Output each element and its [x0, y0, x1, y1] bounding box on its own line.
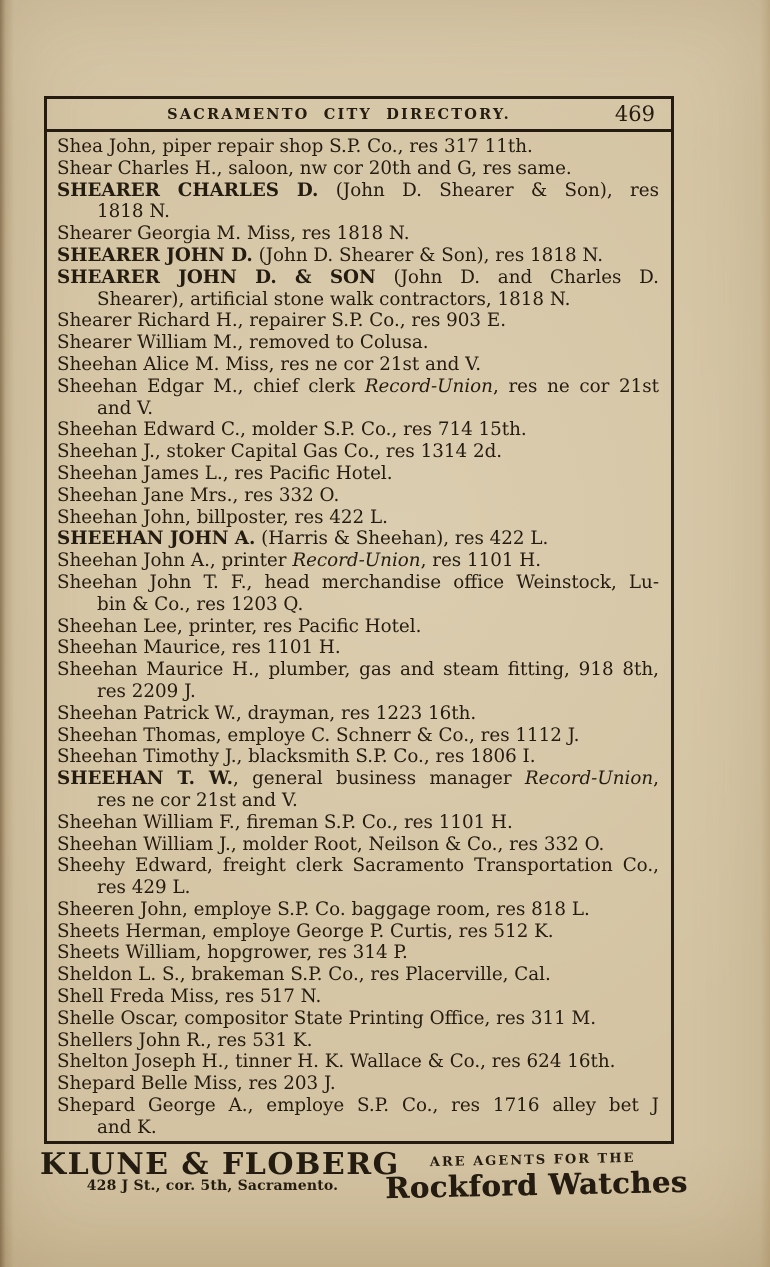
entry-text: Shepard Belle Miss, res 203 J. — [57, 1073, 336, 1095]
directory-entry — [57, 703, 659, 725]
directory-entry — [57, 223, 659, 245]
entry-text: Sheehan John T. F., head merchandise office Weinstock, Lu- — [57, 571, 659, 593]
entry-text: SHEARER CHARLES D. — [57, 179, 319, 201]
directory-entry — [57, 725, 659, 747]
entry-text: Sheets William, hopgrower, res 314 P. — [57, 942, 408, 964]
directory-entry-continuation — [57, 201, 659, 223]
advertiser-address: 428 J St., cor. 5th, Sacramento. — [86, 1178, 339, 1194]
directory-entry — [57, 964, 659, 986]
directory-entry — [57, 572, 659, 594]
entry-text: Sheehan Edgar M., chief clerk — [57, 375, 365, 397]
directory-entry — [57, 245, 659, 267]
directory-entry — [57, 921, 659, 943]
entry-text: Sheehan John, billposter, res 422 L. — [57, 506, 388, 528]
entry-text: Sheldon L. S., brakeman S.P. Co., res Placerville, Cal. — [57, 964, 551, 986]
entry-text: SHEEHAN JOHN A. — [57, 528, 256, 550]
directory-entry — [57, 1051, 659, 1073]
directory-entry — [57, 180, 659, 202]
entry-text: Sheehy Edward, freight clerk Sacramento Transportation Co., — [57, 855, 659, 877]
page-gutter-shadow — [0, 0, 14, 1267]
entry-text: Record-Union — [364, 375, 493, 397]
entry-text: res 429 L. — [97, 877, 191, 899]
entry-text: (Harris & Sheehan), res 422 L. — [255, 528, 549, 550]
entry-text: and V. — [97, 397, 154, 419]
entry-text: Shepard George A., employe S.P. Co., res 1716 alley bet J — [57, 1095, 659, 1117]
entry-text: Shear Charles H., saloon, nw cor 20th and G, res same. — [57, 157, 572, 179]
entry-text: Sheehan Patrick W., drayman, res 1223 16th. — [57, 702, 477, 724]
entry-text: Shelle Oscar, compositor State Printing Office, res 311 M. — [57, 1007, 597, 1029]
entry-text: Sheehan Maurice, res 1101 H. — [57, 637, 341, 659]
entry-text: Shearer Richard H., repairer S.P. Co., res 903 E. — [57, 310, 507, 332]
entry-text: SHEEHAN T. W. — [57, 768, 233, 790]
entry-text: Sheeren John, employe S.P. Co. baggage room, res 818 L. — [57, 898, 590, 920]
entry-text: bin & Co., res 1203 Q. — [97, 593, 304, 615]
entry-text: Sheehan J., stoker Capital Gas Co., res 1314 2d. — [57, 441, 503, 463]
directory-frame — [44, 96, 674, 1144]
directory-entry — [57, 659, 659, 681]
entry-text: Shelton Joseph H., tinner H. K. Wallace & Co., res 624 16th. — [57, 1051, 616, 1073]
directory-entry — [57, 768, 659, 790]
entry-text: and K. — [97, 1116, 157, 1138]
directory-entry-continuation — [57, 877, 659, 899]
footer-advertisement — [0, 1147, 770, 1225]
page-number: 469 — [614, 102, 655, 126]
directory-entry-continuation — [57, 790, 659, 812]
page-title: SACRAMENTO CITY DIRECTORY. — [167, 106, 511, 123]
entry-text: Sheehan Timothy J., blacksmith S.P. Co., res 1806 I. — [57, 746, 536, 768]
directory-entry — [57, 855, 659, 877]
entry-text: Sheehan Edward C., molder S.P. Co., res 714 15th. — [57, 419, 527, 441]
entry-text: , res ne cor 21st — [492, 375, 659, 397]
entry-text: SHEARER JOHN D. — [57, 244, 253, 266]
directory-entry — [57, 310, 659, 332]
entry-text: , — [653, 768, 659, 790]
directory-entry — [57, 1073, 659, 1095]
ad-tagline: ARE AGENTS FOR THE — [429, 1150, 636, 1171]
entry-text: Shell Freda Miss, res 517 N. — [57, 986, 322, 1008]
directory-entry — [57, 1008, 659, 1030]
directory-entry — [57, 463, 659, 485]
directory-entry — [57, 267, 659, 289]
directory-entry — [57, 550, 659, 572]
directory-entry — [57, 637, 659, 659]
entry-text: res ne cor 21st and V. — [97, 789, 298, 811]
entry-text: Shearer), artificial stone walk contractors, 1818 N. — [97, 288, 571, 310]
entry-text: (John D. and Charles D. — [375, 266, 659, 288]
directory-entry — [57, 419, 659, 441]
directory-entry-continuation — [57, 594, 659, 616]
entry-text: (John D. Shearer & Son), res — [318, 179, 659, 201]
directory-entry-continuation — [57, 398, 659, 420]
entry-text: Sheehan Thomas, employe C. Schnerr & Co., res 1112 J. — [57, 724, 580, 746]
directory-entry — [57, 376, 659, 398]
directory-entry — [57, 616, 659, 638]
directory-entry-continuation — [57, 681, 659, 703]
directory-entry — [57, 507, 659, 529]
entry-text: , general business manager — [232, 768, 525, 790]
directory-entry — [57, 986, 659, 1008]
entry-text: Record-Union — [292, 550, 421, 572]
entry-text: Sheehan John A., printer — [57, 550, 293, 572]
entry-text: Shearer William M., removed to Colusa. — [57, 332, 429, 354]
entry-text: SHEARER JOHN D. & SON — [57, 266, 376, 288]
entry-text: Sheehan Jane Mrs., res 332 O. — [57, 484, 340, 506]
entry-text: 1818 N. — [97, 201, 170, 223]
directory-entry — [57, 899, 659, 921]
entry-text: Shearer Georgia M. Miss, res 1818 N. — [57, 223, 410, 245]
entry-text: Sheehan Alice M. Miss, res ne cor 21st and V. — [57, 353, 482, 375]
directory-entry — [57, 942, 659, 964]
entry-text: Shellers John R., res 531 K. — [57, 1029, 313, 1051]
directory-entry-continuation — [57, 289, 659, 311]
directory-entry — [57, 136, 659, 158]
entry-text: Sheehan Maurice H., plumber, gas and steam fitting, 918 8th, — [57, 659, 659, 681]
page-right-edge-shadow — [760, 0, 770, 1267]
directory-entry — [57, 332, 659, 354]
directory-entry-continuation — [57, 1117, 659, 1139]
directory-entry — [57, 485, 659, 507]
product-block — [384, 1150, 688, 1206]
entry-text: Sheets Herman, employe George P. Curtis, res 512 K. — [57, 920, 554, 942]
entry-text: , res 1101 H. — [420, 550, 542, 572]
entry-text: Sheehan Lee, printer, res Pacific Hotel. — [57, 615, 422, 637]
product-name: Rockford Watches — [384, 1164, 688, 1206]
directory-entry — [57, 158, 659, 180]
entry-text: res 2209 J. — [97, 680, 196, 702]
directory-entry — [57, 441, 659, 463]
directory-entry — [57, 1030, 659, 1052]
directory-entries — [47, 132, 671, 1139]
running-header — [47, 99, 671, 132]
directory-entry — [57, 354, 659, 376]
entry-text: Sheehan James L., res Pacific Hotel. — [57, 462, 393, 484]
directory-entry — [57, 528, 659, 550]
directory-entry — [57, 834, 659, 856]
directory-entry — [57, 746, 659, 768]
entry-text: Sheehan William J., molder Root, Neilson & Co., res 332 O. — [57, 833, 605, 855]
advertiser-name: KLUNE & FLOBERG — [40, 1147, 400, 1182]
directory-entry — [57, 812, 659, 834]
entry-text: (John D. Shearer & Son), res 1818 N. — [252, 244, 604, 266]
advertiser-block — [40, 1147, 400, 1194]
directory-entry — [57, 1095, 659, 1117]
entry-text: Record-Union — [524, 768, 654, 790]
entry-text: Shea John, piper repair shop S.P. Co., res 317 11th. — [57, 136, 533, 157]
entry-text: Sheehan William F., fireman S.P. Co., res 1101 H. — [57, 811, 513, 833]
